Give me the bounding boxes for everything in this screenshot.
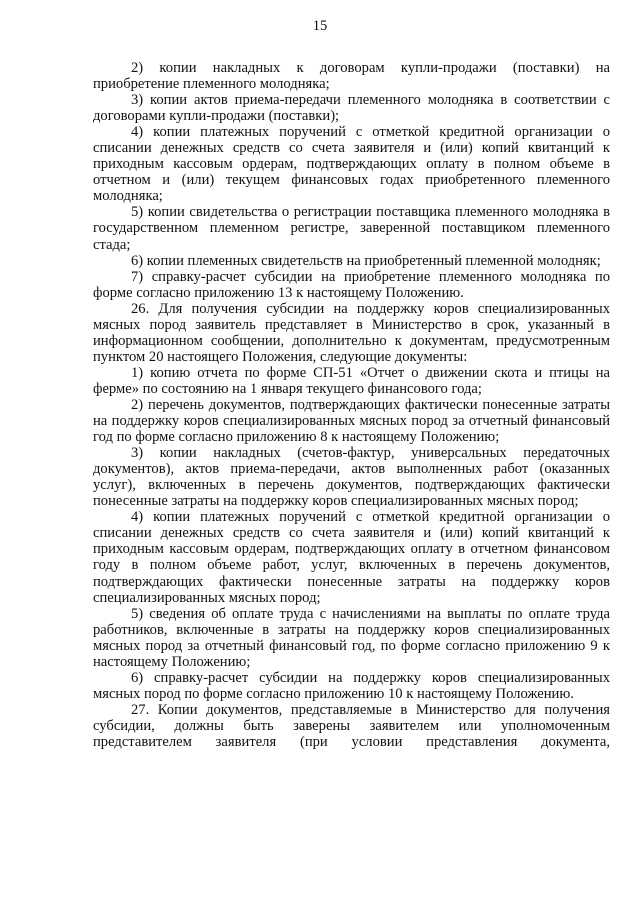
paragraph-26-item-2: 2) перечень документов, подтверждающих фактически понесенные затраты на поддержку коров специализированных мясных пород за отчетный финансовый год по форме согласно приложению 8 к настоящему Положению; <box>93 396 610 446</box>
paragraph-26-item-6: 6) справку-расчет субсидии на поддержку коров специализированных мясных пород по форме согласно приложению 10 к настоящему Положению. <box>93 669 610 702</box>
paragraph-section-27: 27. Копии документов, представляемые в Министерство для получения субсидии, должны быть заверены заявителем или уполномоченным представителем заявителя (при условии представления документа, <box>93 701 610 750</box>
paragraph-item-2: 2) копии накладных к договорам купли-продажи (поставки) на приобретение племенного молодняка; <box>93 60 610 93</box>
paragraph-item-6: 6) копии племенных свидетельств на приобретенный племенной молодняк; <box>131 252 601 269</box>
paragraph-item-5: 5) копии свидетельства о регистрации поставщика племенного молодняка в государственном племенном регистре, заверенной поставщиком племенного стада; <box>93 204 610 253</box>
paragraph-26-item-5: 5) сведения об оплате труда с начислениями на выплаты по оплате труда работников, включенные в затраты на поддержку коров специализированных мясных пород за отчетный финансовый год, по форме согласно приложению 9 к настоящему Положению; <box>93 605 610 670</box>
paragraph-26-item-4: 4) копии платежных поручений с отметкой кредитной организации о списании денежных средств со счета заявителя и (или) копий квитанций к приходным кассовым ордерам, подтверждающих оплату в отчетном финансовом году в полном объеме работ, услуг, включенных в перечень документов, подтверждающих фактически понесенные затраты на поддержку коров специализированных мясных пород; <box>93 509 610 606</box>
document-body <box>93 60 610 750</box>
paragraph-section-26: 26. Для получения субсидии на поддержку коров специализированных мясных пород заявитель представляет в Министерство в срок, указанный в информационном сообщении, дополнительно к документам, предусмотренным пунктом 20 настоящего Положения, следующие документы: <box>93 300 610 365</box>
paragraph-item-3: 3) копии актов приема-передачи племенного молодняка в соответствии с договорами купли-продажи (поставки); <box>93 92 610 125</box>
paragraph-26-item-3: 3) копии накладных (счетов-фактур, универсальных передаточных документов), актов приема-передачи, актов выполненных работ (оказанных услуг), включенных в перечень документов, подтверждающих фактически понесенные затраты на поддержку коров специализированных мясных пород; <box>93 445 610 510</box>
paragraph-item-4: 4) копии платежных поручений с отметкой кредитной организации о списании денежных средств со счета заявителя и (или) копий квитанций к приходным кассовым ордерам, подтверждающих оплату в полном объеме в отчетном и (или) текущем финансовых годах приобретенного племенного молодняка; <box>93 124 610 205</box>
paragraph-26-item-1: 1) копию отчета по форме СП-51 «Отчет о движении скота и птицы на ферме» по состоянию на 1 января текущего финансового года; <box>93 364 610 397</box>
paragraph-item-7: 7) справку-расчет субсидии на приобретение племенного молодняка по форме согласно приложению 13 к настоящему Положению. <box>93 268 610 301</box>
page-number: 15 <box>312 18 328 34</box>
